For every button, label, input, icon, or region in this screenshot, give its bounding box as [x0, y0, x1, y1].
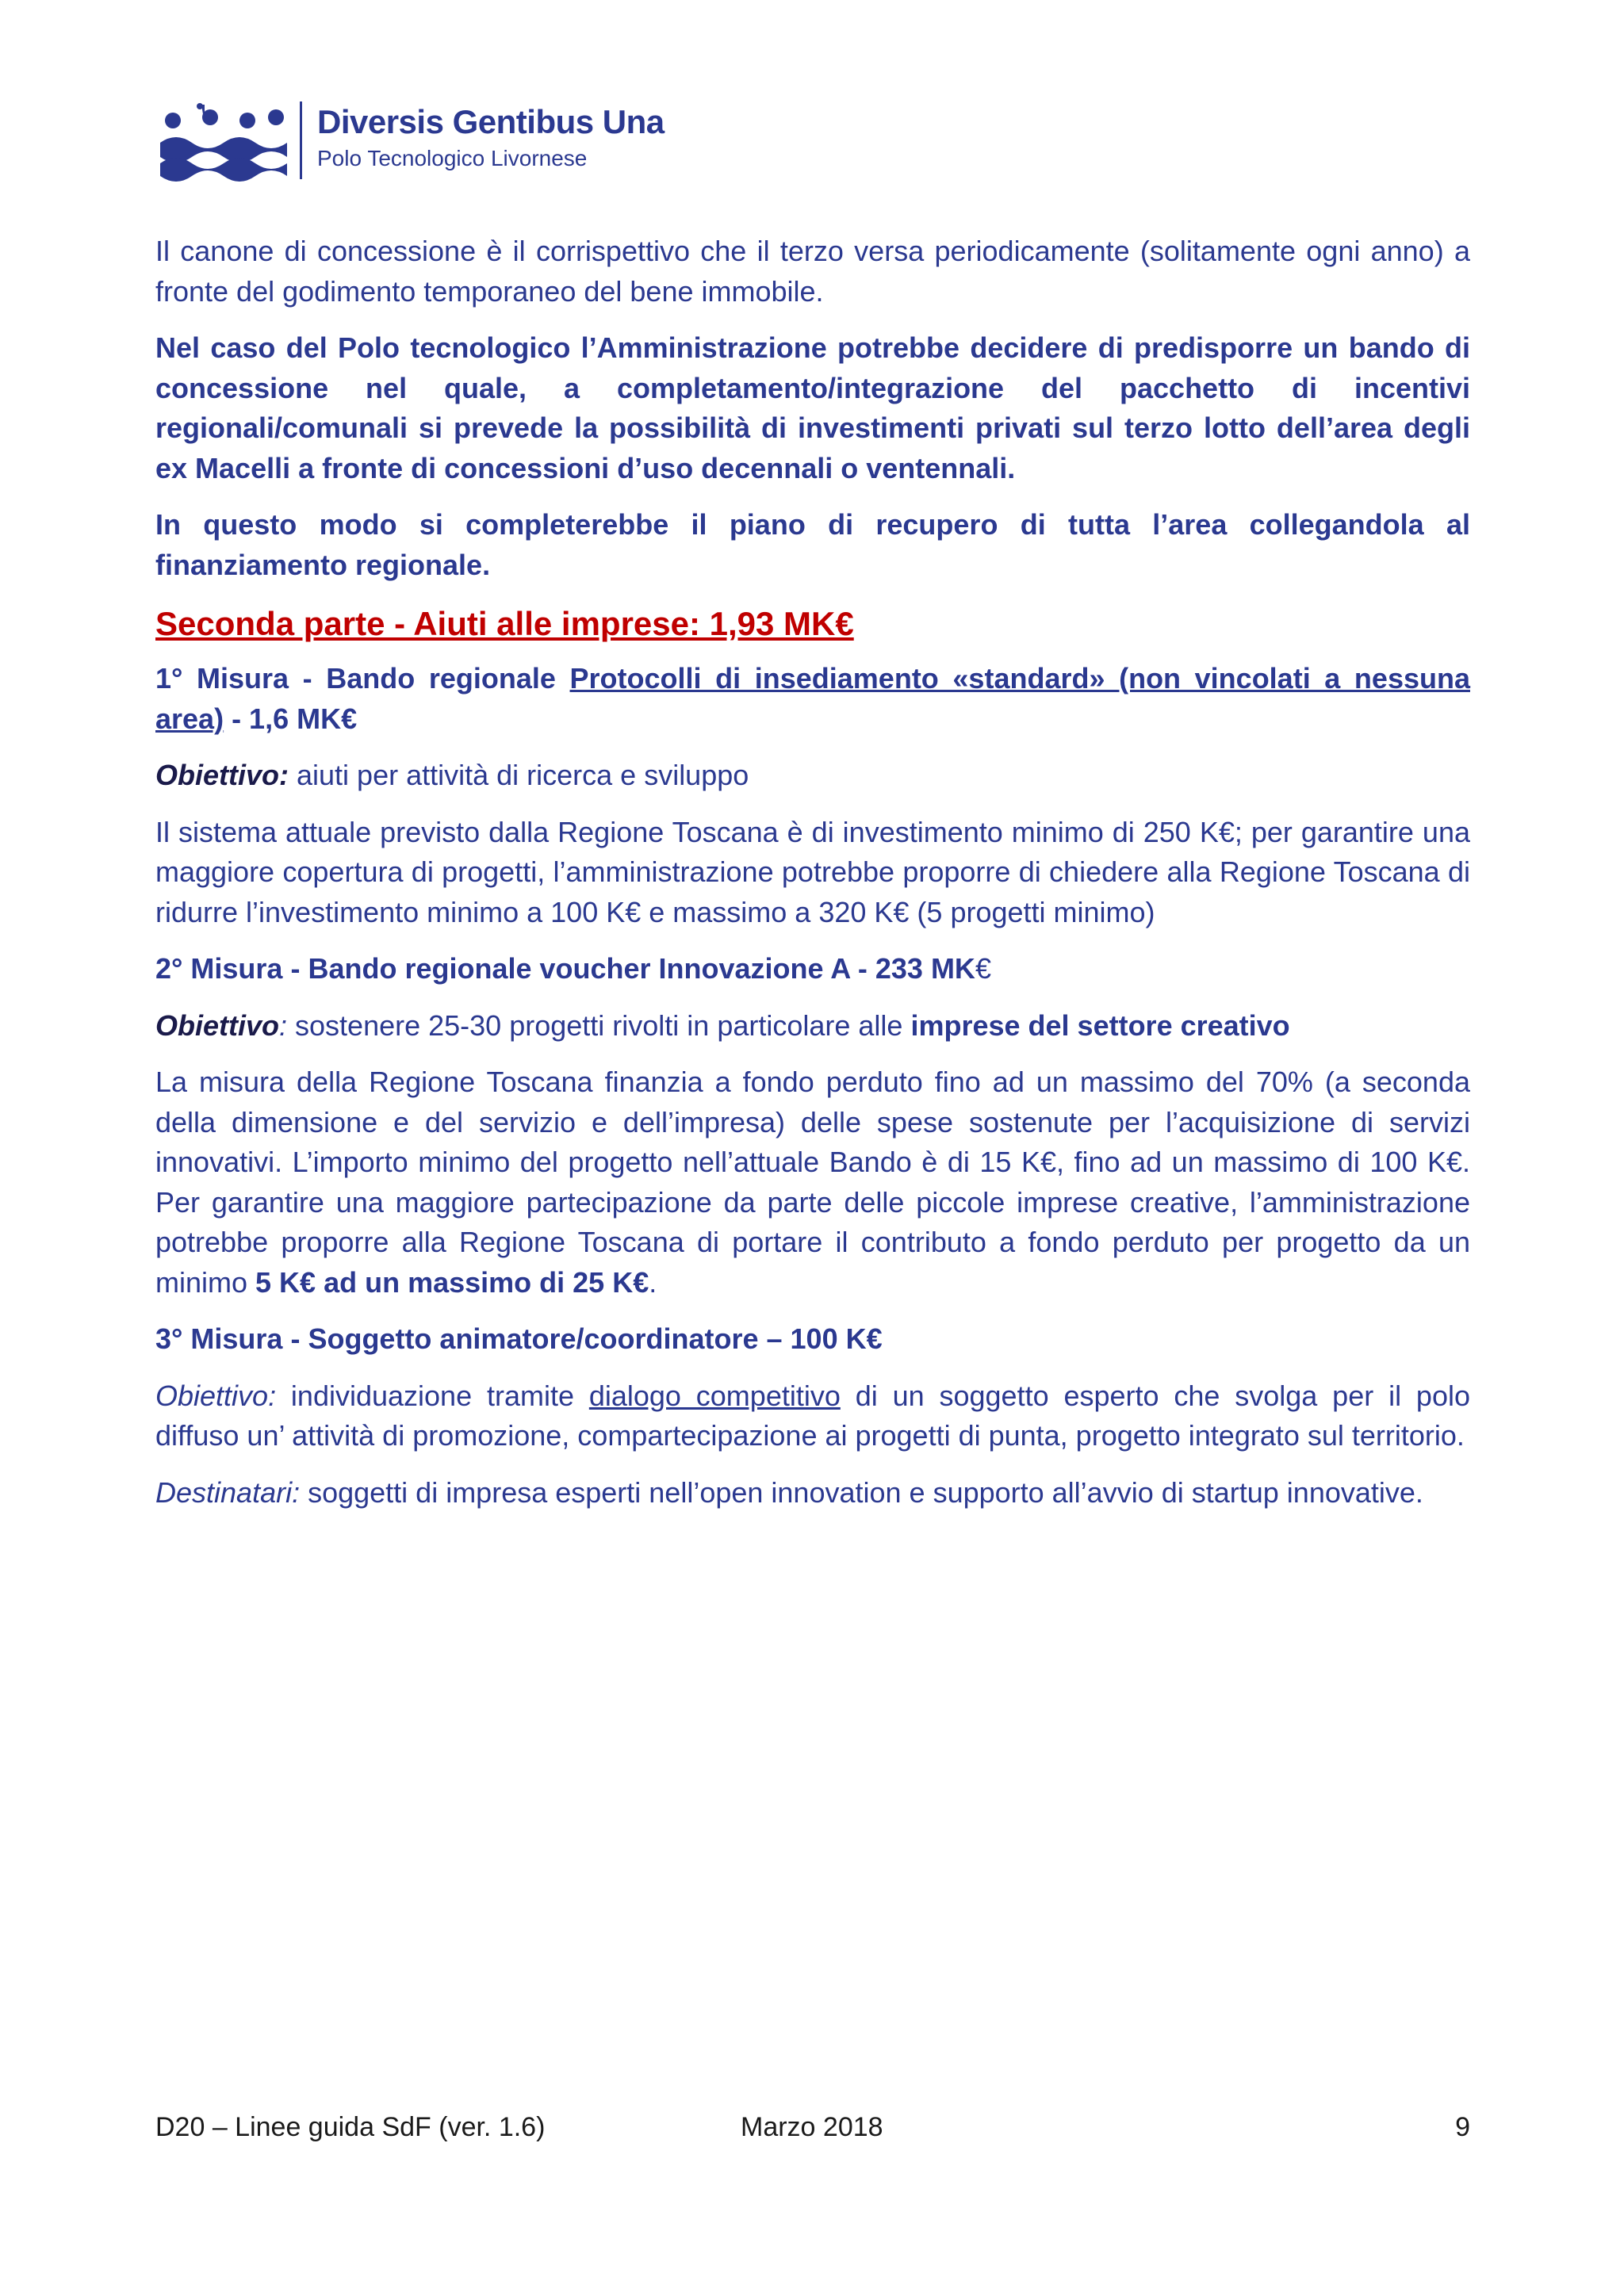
measure-1-underlined: Protocolli di insediamento «standard» (non vincolati a nessuna area)	[155, 662, 1470, 735]
footer-date: Marzo 2018	[741, 2112, 883, 2142]
measure-2-objective	[155, 1006, 1470, 1047]
measure-2-objective-colon: :	[279, 1008, 288, 1042]
measure-1-heading	[155, 659, 1470, 739]
measure-1-tail: - 1,6 MK€	[224, 702, 358, 735]
measure-3-objective-link: dialogo competitivo	[588, 1379, 841, 1412]
header-logo	[159, 97, 682, 184]
measure-3-heading: 3° Misura - Soggetto animatore/coordinatore – 100 K€	[155, 1322, 883, 1355]
footer-page-number: 9	[1455, 2112, 1470, 2142]
measure-2-objective-text: sostenere 25-30 progetti rivolti in particolare alle	[287, 1008, 911, 1042]
measure-2-description-bold: 5 K€ ad un massimo di 25 K€	[255, 1265, 649, 1299]
measure-2-description	[155, 1062, 1470, 1303]
measure-3-objective-text-a: individuazione tramite	[276, 1379, 589, 1412]
paragraph-polo-concessione: Nel caso del Polo tecnologico l’Amministrazione potrebbe decidere di predisporre un bando di concessione nel quale, a completamento/integrazione del pacchetto di incentivi regionali/comunali si prevede la possibilità di investimenti privati sul terzo lotto dell’area degli ex Macelli a fronte di concessioni d’uso decennali o ventennali.	[155, 331, 1470, 484]
measure-3-recipients-label: Destinatari:	[155, 1475, 301, 1509]
measure-2-heading	[155, 949, 1470, 989]
measure-1-objective-label: Obiettivo:	[155, 759, 289, 791]
measure-3-recipients	[155, 1473, 1470, 1513]
measure-2-heading-bold: 2° Misura - Bando regionale voucher Innovazione A - 233 MK	[155, 952, 975, 985]
measure-2-objective-label: Obiettivo	[155, 1008, 280, 1042]
paragraph-piano-recupero: In questo modo si completerebbe il piano di recupero di tutta l’area collegandola al finanziamento regionale.	[155, 508, 1470, 581]
measure-2-description-end: .	[649, 1265, 657, 1299]
waves-dots-logo-icon	[159, 97, 293, 184]
measure-2-description-text: La misura della Regione Toscana finanzia a fondo perduto fino ad un massimo del 70% (a seconda della dimensione e del servizio e dell’impresa) delle spese sostenute per l’acquisizione di servizi innovativi. L’importo minimo del progetto nell’attuale Bando è di 15 K€, fino ad un massimo di 100 K€. Per garantire una maggiore partecipazione da parte delle piccole imprese creative, l’amministrazione potrebbe proporre alla Regione Toscana di portare il contributo a fondo perduto per progetto da un minimo	[155, 1066, 1470, 1299]
section-heading: Seconda parte - Aiuti alle imprese: 1,93 MK€	[155, 605, 854, 642]
measure-3-objective-text-b: di un soggetto esperto che svolga per il polo diffuso un’ attività di promozione, compartecipazione ai progetti di punta, progetto integrato sul territorio.	[155, 1379, 1470, 1452]
measure-2-heading-tail: €	[975, 952, 991, 985]
paragraph-canone: Il canone di concessione è il corrispettivo che il terzo versa periodicamente (solitamente ogni anno) a fronte del godimento temporaneo del bene immobile.	[155, 235, 1470, 308]
measure-3-recipients-text: soggetti di impresa esperti nell’open innovation e supporto all’avvio di startup innovative.	[300, 1475, 1423, 1509]
measure-2-objective-bold: imprese del settore creativo	[910, 1008, 1290, 1042]
measure-1-description: Il sistema attuale previsto dalla Regione Toscana è di investimento minimo di 250 K€; per garantire una maggiore copertura di progetti, l’amministrazione potrebbe proporre di chiedere alla Regione Toscana di ridurre l’investimento minimo a 100 K€ e massimo a 320 K€ (5 progetti minimo)	[155, 815, 1470, 928]
logo-subtitle: Polo Tecnologico Livornese	[317, 146, 588, 170]
logo-title: Diversis Gentibus Una	[317, 103, 665, 140]
measure-1-objective-text: aiuti per attività di ricerca e sviluppo	[289, 759, 749, 791]
logo-divider	[300, 101, 302, 179]
document-body	[155, 232, 1470, 1529]
measure-1-lead: 1° Misura - Bando regionale	[155, 662, 570, 695]
measure-3-objective	[155, 1376, 1470, 1456]
measure-1-objective	[155, 756, 1470, 796]
measure-3-objective-label: Obiettivo:	[155, 1379, 277, 1412]
footer-document-id: D20 – Linee guida SdF (ver. 1.6)	[155, 2112, 546, 2142]
